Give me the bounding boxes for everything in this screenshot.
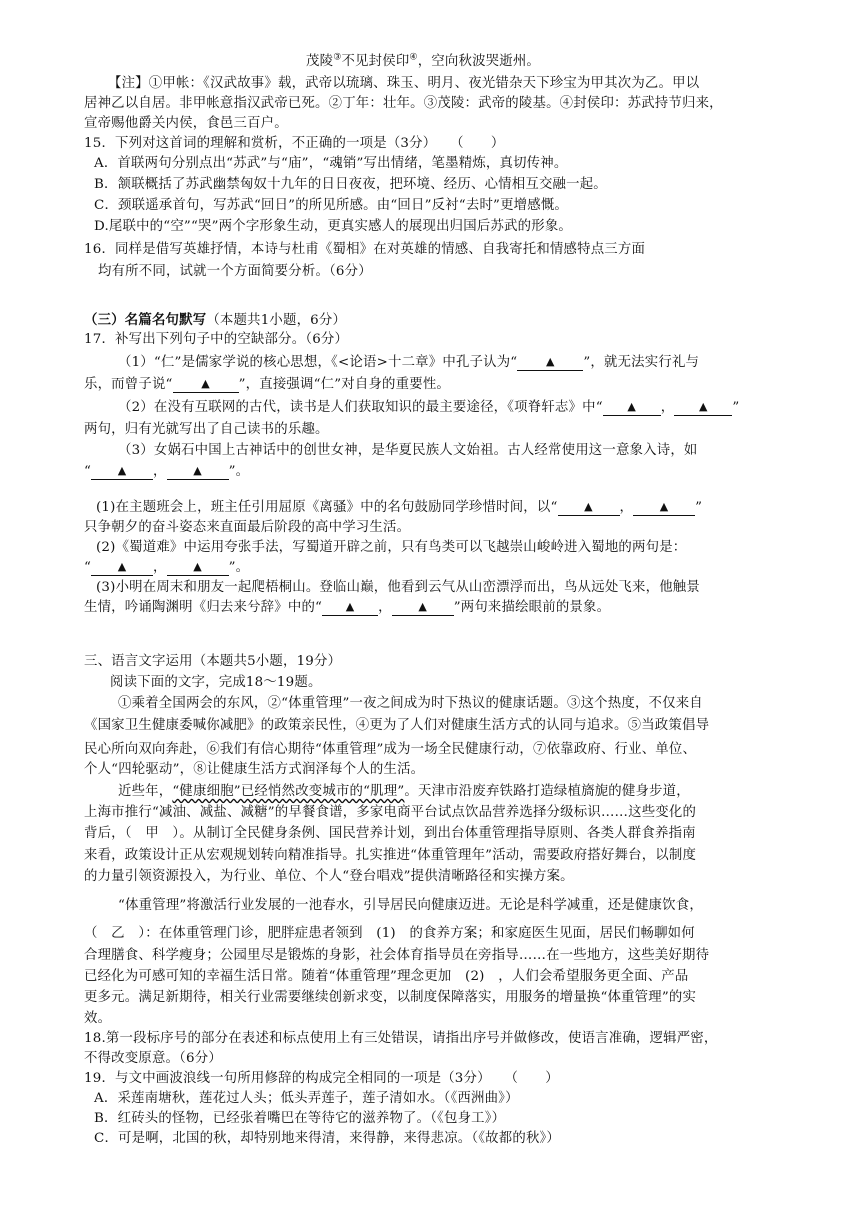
footnote-marker: ③	[333, 52, 342, 63]
passage-paragraph-3-line: （ 乙 ）：在体重管理门诊，肥胖症患者领到 (1) 的食养方案；和家庭医生见面，居民们畅聊如何	[84, 926, 695, 941]
answer-blank[interactable]	[517, 355, 583, 371]
text: （1）“仁”是儒家学说的核心思想，《<论语>十二章》中孔子认为“	[118, 355, 518, 370]
text: “体重管理”将激活行业发展的一池春水，引导居民向健康迈进。无论是科学减	[118, 898, 581, 913]
answer-blank[interactable]	[603, 400, 661, 416]
passage-paragraph-3-line: 已经化为可感可知的幸福生活日常。随着“体重管理”理念更加 (2) ，人们会希望服务更全面、产品	[84, 969, 689, 984]
answer-blank[interactable]	[558, 500, 620, 516]
triangle-icon: ▲	[201, 377, 210, 390]
question-15-stem: 15．下列对这首词的理解和赏析，不正确的一项是（3分） （ ）	[84, 136, 505, 151]
text: ，	[153, 560, 167, 575]
question-19-stem: 19．与文中画波浪线一句所用修辞的构成完全相同的一项是（3分） （ ）	[84, 1071, 559, 1086]
text: “	[84, 560, 92, 575]
question-17-bonus3-line: (3)小明在周末和朋友一起爬梧桐山。登临山巅，他看到云气从山峦漂浮而出，鸟从远处飞来，他触景	[96, 580, 700, 595]
text: ，	[660, 400, 675, 415]
text: ，	[153, 464, 167, 479]
text: ”。	[228, 464, 250, 479]
question-17-part3-line	[84, 462, 249, 482]
answer-blank[interactable]	[322, 600, 378, 616]
passage-paragraph-2-line: 来看，政策设计正从宏观规划转向精准指导。扎实推进“体重管理年”活动，需要政府搭好舞台，以制度	[84, 848, 697, 863]
text: ”。	[228, 560, 250, 575]
poem-text: 茂陵	[306, 54, 334, 69]
passage-paragraph-2-line: 的力量引领资源投入，为行业、单位、个人“登台唱戏”提供清晰路径和实操方案。	[84, 869, 574, 884]
footnote-marker: ④	[409, 52, 418, 63]
text: ，还是健康饮食，	[594, 898, 703, 913]
passage-paragraph-2-line: 背后，（ 甲 ）。从制订全民健身条例、国民营养计划，到出台体重管理指导原则、各类人群食养指南	[84, 826, 696, 841]
question-17-part2-line: 两句，归有光就写出了自己读书的乐趣。	[84, 422, 329, 437]
poem-last-line	[306, 52, 540, 72]
text: （2）在没有互联网的古代，读书是人们获取知识的最主要途径，《项脊轩志》中“	[118, 400, 603, 415]
passage-paragraph-1-line: 个人“四轮驱动”，⑧让健康生活方式润泽每个人的生活。	[84, 762, 425, 777]
passage-paragraph-3-line: 合理膳食、科学瘦身；公园里尽是锻炼的身影，社会体育指导员在旁指导……在一些地方，这些美好期待	[84, 948, 710, 963]
triangle-icon: ▲	[698, 400, 708, 413]
notes-line: 【注】①甲帐：《汉武故事》载，武帝以琉璃、珠玉、明月、夜光错杂天下珍宝为甲其次为乙。甲以	[108, 76, 700, 91]
triangle-icon: ▲	[117, 560, 127, 573]
emphasis-dot-char: 重	[580, 898, 595, 913]
poem-text: 不见封侯印	[341, 54, 410, 69]
text: 乐，而曾子说“	[84, 377, 173, 392]
triangle-icon: ▲	[117, 464, 127, 477]
text: ”	[695, 500, 703, 515]
question-17-part1-line	[84, 375, 450, 395]
triangle-icon: ▲	[546, 355, 555, 368]
passage-paragraph-2-line: 上海市推行“减油、减盐、减糖”的早餐食谱，多家电商平台试点饮品营养选择分级标识……这些变化的	[84, 805, 697, 820]
section-subtitle: （本题共1小题，6分）	[206, 313, 347, 328]
text: 。天津市沿废弃铁路打造绿植旖旎的健身步道，	[404, 784, 690, 799]
wavy-underlined-sentence: “健康细胞”已经悄然改变城市的“肌理”	[172, 784, 405, 799]
passage-paragraph-1-line: 民心所向双向奔赴，⑥我们有信心期待“体重管理”成为一场全民健康行动，⑦依靠政府、行业、单位、	[84, 742, 697, 757]
question-15-option-d: D.尾联中的“空”“哭”两个字形象生动，更真实感人的展现出归国后苏武的形象。	[94, 219, 572, 234]
text: ”，直接强调“仁”对自身的重要性。	[238, 377, 450, 392]
question-17-bonus2-line: (2)《蜀道难》中运用夸张手法，写蜀道开辟之前，只有鸟类可以飞越崇山峻岭进入蜀地的两句是：	[96, 540, 687, 555]
question-17-stem: 17．补写出下列句子中的空缺部分。（6分）	[84, 332, 349, 347]
question-15-option-c: C．颈联遥承首句，写苏武“回日”的所见所感。由“回日”反衬“去时”更增感慨。	[94, 198, 569, 213]
triangle-icon: ▲	[193, 464, 202, 477]
answer-blank[interactable]	[674, 400, 732, 416]
question-19-option-a: A．采莲南塘秋，莲花过人头；低头弄莲子，莲子清如水。（《西洲曲》）	[94, 1091, 519, 1106]
answer-blank[interactable]	[173, 377, 239, 393]
question-17-bonus1-line: 只争朝夕的奋斗姿态来直面最后阶段的高中学习生活。	[84, 520, 411, 535]
passage-paragraph-3-line: 效。	[84, 1011, 112, 1026]
section-title: （三）名篇名句默写	[84, 312, 207, 328]
text: ”两句来描绘眼前的景象。	[453, 600, 611, 615]
question-17-bonus1-line	[96, 498, 702, 518]
question-17-part2-line	[118, 398, 739, 418]
triangle-icon: ▲	[345, 600, 355, 613]
question-19-option-c: C．可是啊，北国的秋，却特别地来得清，来得静，来得悲凉。（《故都的秋》）	[94, 1131, 561, 1146]
answer-blank[interactable]	[91, 464, 153, 480]
question-17-part3-line: （3）女娲石中国上古神话中的创世女神，是华夏民族人文始祖。古人经常使用这一意象入诗，如	[118, 443, 698, 458]
triangle-icon: ▲	[193, 560, 202, 573]
part-3-intro: 阅读下面的文字，完成18～19题。	[110, 675, 322, 690]
text: 近些年，	[118, 784, 173, 799]
text: ，	[619, 500, 634, 515]
text: (1)在主题班会上，班主任引用屈原《离骚》中的名句鼓励同学珍惜时间，以“	[96, 500, 558, 515]
section-heading	[84, 310, 346, 331]
notes-line: 居神乙以自居。非甲帐意指汉武帝已死。②丁年：壮年。③茂陵：武帝的陵基。④封侯印：苏武持节归来，	[84, 96, 723, 111]
passage-paragraph-1-line: 《国家卫生健康委喊你减肥》的政策亲民性，④更为了人们对健康生活方式的认同与追求。⑤当政策倡导	[84, 718, 710, 733]
poem-text: ，空向秋波哭逝州。	[417, 54, 541, 69]
question-19-option-b: B．红砖头的怪物，已经张着嘴巴在等待它的滋养物了。（《包身工》）	[94, 1111, 506, 1126]
question-18-line: 不得改变原意。（6分）	[84, 1051, 222, 1066]
text: ”，就无法实行礼与	[583, 355, 700, 370]
triangle-icon: ▲	[418, 600, 428, 613]
text: 生情，吟诵陶渊明《归去来兮辞》中的“	[84, 600, 323, 615]
question-18-line: 18.第一段标序号的部分在表述和标点使用上有三处错误，请指出序号并做修改，使语言准确，逻辑严密，	[84, 1031, 718, 1046]
triangle-icon: ▲	[584, 500, 593, 513]
question-16-line: 均有所不同，试就一个方面简要分析。（6分）	[98, 264, 372, 279]
answer-blank[interactable]	[392, 600, 454, 616]
part-3-heading: 三、语言文字运用（本题共5小题，19分）	[84, 654, 342, 669]
triangle-icon: ▲	[659, 500, 669, 513]
answer-blank[interactable]	[167, 464, 229, 480]
question-15-option-b: B．颔联概括了苏武幽禁匈奴十九年的日日夜夜，把环境、经历、心情相互交融一起。	[94, 177, 607, 192]
question-16-line: 16．同样是借写英雄抒情，本诗与杜甫《蜀相》在对英雄的情感、自我寄托和情感特点三方面	[84, 242, 646, 257]
text: ”	[732, 400, 740, 415]
answer-blank[interactable]	[91, 560, 153, 576]
question-15-option-a: A．首联两句分别点出“苏武”与“庙”，“魂销”写出情绪，笔墨精炼，真切传神。	[94, 156, 568, 171]
passage-paragraph-3-line	[118, 896, 703, 916]
notes-line: 宣帝赐他爵关内侯，食邑三百户。	[84, 116, 288, 131]
answer-blank[interactable]	[633, 500, 695, 516]
answer-blank[interactable]	[167, 560, 229, 576]
passage-paragraph-2-line	[118, 782, 690, 802]
question-17-bonus2-line	[84, 558, 249, 578]
passage-paragraph-1-line: ①乘着全国两会的东风，②“体重管理”一夜之间成为时下热议的健康话题。③这个热度，不仅来自	[118, 696, 703, 711]
text: ，	[378, 600, 392, 615]
text: “	[84, 464, 92, 479]
question-17-bonus3-line	[84, 598, 610, 618]
passage-paragraph-3-line: 更多元。满足新期待，相关行业需要继续创新求变，以制度保障落实，用服务的增量换“体重管理”的实	[84, 990, 697, 1005]
triangle-icon: ▲	[627, 400, 637, 413]
question-17-part1-line	[118, 353, 699, 373]
